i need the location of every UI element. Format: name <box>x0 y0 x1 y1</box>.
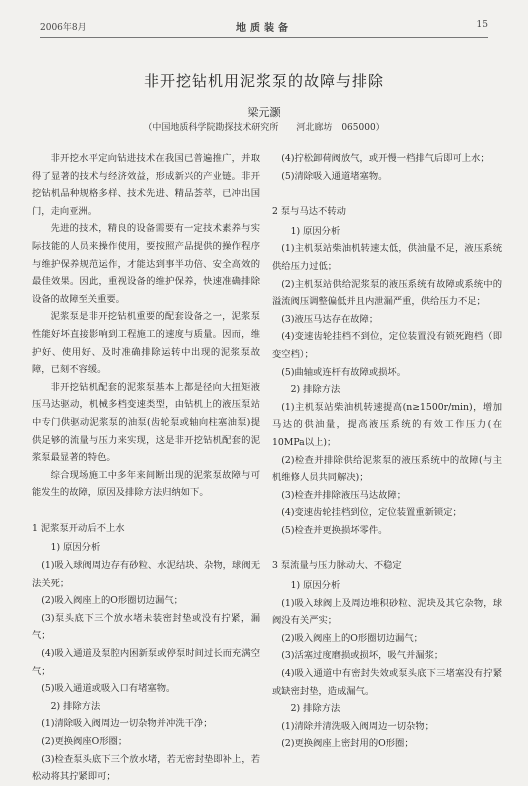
subsection-heading: 1) 原因分析 <box>290 225 341 237</box>
article-author: 梁元灏 <box>247 106 281 119</box>
list-item: (1)吸入球阀周边存有砂粒、水泥结块、杂物，球阀无法关死； <box>32 560 260 589</box>
subsection-heading: 2) 排除方法 <box>290 703 341 715</box>
section-heading: 1 泥浆泵开动后不上水 <box>32 522 125 534</box>
list-item: (2)更换阀座上密封用的O形圈； <box>281 738 414 750</box>
subsection-heading: 1) 原因分析 <box>50 542 101 554</box>
list-item: (3)泵头底下三个放水堵未装密封垫或没有拧紧，漏气； <box>32 612 260 642</box>
journal-name: 地质装备 <box>236 23 292 34</box>
paragraph: 非开挖水平定向钻进技术在我国已普遍推广，并取得了显著的技术与经济效益，形成新兴的产业链。非开挖钻机品种规格多样、技术先进、精品荟萃，已冲出国门，走向亚洲。 <box>32 153 260 217</box>
list-item: (1)清除吸入阀周边一切杂物并冲洗干净； <box>41 718 213 730</box>
list-item: (2)吸入阀座上的O形圈切边漏气； <box>41 595 183 607</box>
list-item: (2)吸入阀座上的O形圈切边漏气； <box>281 632 423 644</box>
header-rule <box>40 37 488 38</box>
list-item: (3)检查并排除液压马达故障； <box>281 489 407 501</box>
list-item: (4)拧松卸荷阀放气，或开慢一档排气后即可上水； <box>281 153 490 164</box>
subsection-heading: 2) 排除方法 <box>50 700 101 712</box>
page-number: 15 <box>476 20 488 30</box>
list-item: (4)吸入通道中有密封失效或泵头底下三堵塞没有拧紧或缺密封垫，造成漏气。 <box>272 668 502 697</box>
list-item: (2)主机泵站供给泥浆泵的液压系统有故障或系统中的溢流阀压调整偏低并且内泄漏严重，供给压力不足； <box>272 278 502 308</box>
section-gap <box>32 502 260 512</box>
list-item: (5)吸入通道或吸入口有堵塞物。 <box>41 683 176 695</box>
list-item: (1)主机泵站柴油机转速太低，供油量不足，液压系统供给压力过低； <box>272 243 502 272</box>
list-item: (5)曲轴或连杆有故障或损坏。 <box>281 366 407 378</box>
subsection-heading: 1) 原因分析 <box>290 580 341 592</box>
section-gap <box>272 185 502 195</box>
list-item: (5)检查并更换损坏零件。 <box>281 524 388 536</box>
author-affiliation: （中国地质科学院勘探技术研究所 河北廊坊 065000） <box>143 123 385 133</box>
list-item: (3)液压马达存在故障； <box>281 313 379 325</box>
list-item: (5)清除吸入通道堵塞物。 <box>281 170 388 182</box>
subsection-heading: 2) 排除方法 <box>290 384 341 396</box>
list-item: (1)主机泵站柴油机转速提高(n≥1500r/min)，增加马达的供油量，提高液压系统的有效工作压力(在10MPa以上)； <box>272 401 502 448</box>
list-item: (4)吸入通道及泵腔内困新泵或停泵时间过长而充满空气； <box>32 648 260 677</box>
section-heading: 2 泵与马达不转动 <box>272 206 346 218</box>
list-item: (3)活塞过度磨损或损坏，吸气并漏浆； <box>281 650 444 662</box>
section-heading: 3 泵流量与压力脉动大、不稳定 <box>272 560 402 572</box>
paragraph: 先进的技术，精良的设备需要有一定技术素养与实际技能的人员来操作使用，要按照产品提供的操作程序与维护保养规范运作，才能达到事半功倍、安全高效的最佳效果。因此，重视设备的维护保养，快速准确排除设备的故障至关重要。 <box>32 223 260 305</box>
left-column <box>32 150 260 786</box>
list-item: (3)检查泵头底下三个放水堵，若无密封垫即补上，若松动将其拧紧即可； <box>32 753 260 783</box>
list-item: (1)清除并清洗吸入阀周边一切杂物； <box>281 720 434 732</box>
paragraph: 非开挖钻机配套的泥浆泵基本上都是径向大扭矩液压马达驱动，机械多档变速类型，由钻机上的液压泵站中专门供驱动泥浆泵的油泵(齿轮泵或轴向柱塞油泵)提供足够的流量与压力来实现，这是非开挖钻机配套的泥浆泵最显著的特色。 <box>32 381 260 464</box>
right-column <box>272 150 502 753</box>
paragraph: 综合现场施工中多年来间断出现的泥浆泵故障与可能发生的故障，原因及排除方法归纳如下。 <box>32 469 260 499</box>
paragraph: 泥浆泵是非开挖钻机重要的配套设备之一，泥浆泵性能好坏直接影响到工程施工的速度与质量。因而，维护好、使用好、及时准确排除运转中出现的泥浆泵故障，已刻不容缓。 <box>32 311 260 376</box>
article-title: 非开挖钻机用泥浆泵的故障与排除 <box>143 72 384 90</box>
section-gap <box>272 539 502 549</box>
list-item: (2)更换阀座O形圈； <box>41 736 128 747</box>
list-item: (1)吸入球阀上及周边堆积砂粒、泥块及其它杂物，球阀没有关严实； <box>272 597 502 627</box>
list-item: (4)变速齿轮挂档不到位，定位装置没有锁死跑档（即变空档）； <box>272 331 502 360</box>
list-item: (4)变速齿轮挂档到位，定位装置重新锁定； <box>281 507 462 519</box>
list-item: (2)检查并排除供给泥浆泵的液压系统中的故障(与主机维修人员共同解决)； <box>272 454 502 484</box>
running-header <box>40 20 488 36</box>
issue-date: 2006年8月 <box>40 23 87 33</box>
